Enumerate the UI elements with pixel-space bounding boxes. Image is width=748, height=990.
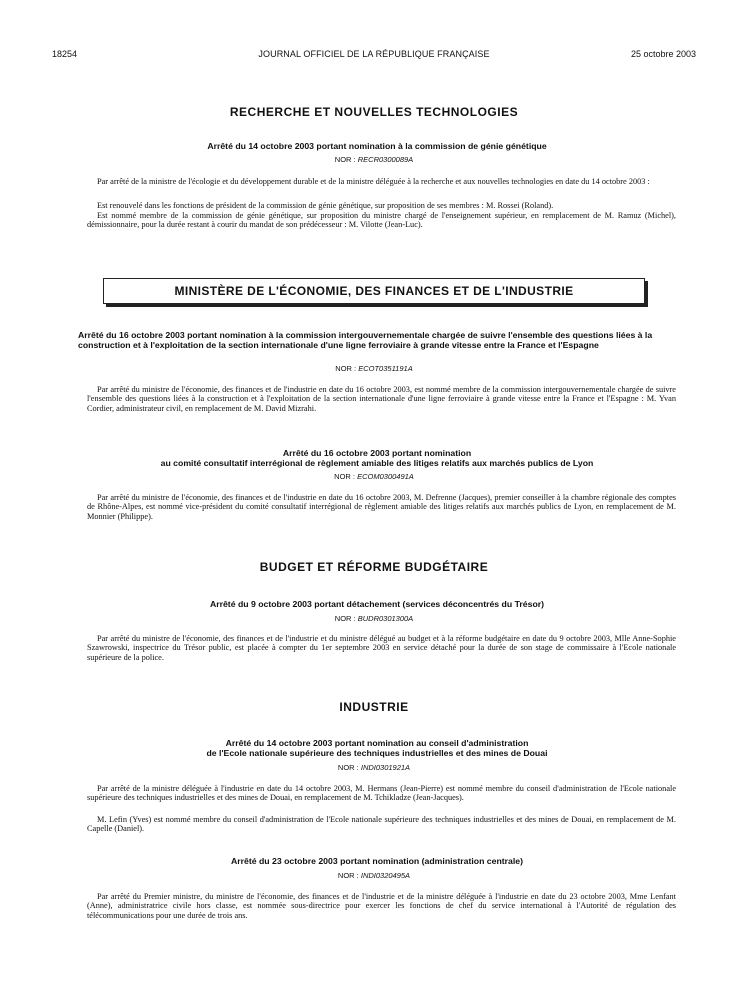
- nor-reference: [0, 871, 748, 880]
- nor-code: INDI0301921A: [360, 763, 411, 772]
- arrete-title-line: Arrêté du 14 octobre 2003 portant nomination au conseil d'administration: [225, 738, 529, 748]
- paragraph: Par arrêté de la ministre de l'écologie et du développement durable et de la ministre déléguée à la recherche et aux nouvelles technologies en date du 14 octobre 2003 :: [97, 177, 650, 186]
- nor-label: NOR :: [334, 155, 356, 164]
- arrete-title-line: de l'Ecole nationale supérieure des techniques industrielles et des mines de Douai: [206, 748, 548, 758]
- arrete-title: Arrêté du 14 octobre 2003 portant nomination à la commission de génie génétique: [207, 141, 547, 151]
- page-number: 18254: [52, 49, 78, 59]
- section-heading-industrie: INDUSTRIE: [339, 700, 409, 714]
- nor-label: NOR :: [337, 871, 359, 880]
- paragraph: M. Lefin (Yves) est nommé membre du conseil d'administration de l'Ecole nationale supérieure des techniques industrielles et des mines de Douai, en remplacement de M. Capelle (Daniel).: [87, 815, 676, 834]
- nor-code: RECR0300089A: [357, 155, 414, 164]
- nor-code: ECOT0351191A: [358, 364, 413, 373]
- paragraph: Par arrêté du ministre de l'économie, des finances et de l'industrie en date du 16 octobre 2003, est nommé membre de la commission intergouvernementale chargée de suivre l'ensemble des questions liées à la construction et à l'exploitation de la section internationale d'une ligne ferroviaire à grande vitesse entre la France et l'Espagne : M. Yvan Cordier, administrateur civil, en remplacement de M. David Mizrahi.: [87, 385, 676, 413]
- nor-code: BUDR0301300A: [357, 614, 414, 623]
- nor-code: ECOM0300491A: [357, 472, 414, 481]
- issue-date: 25 octobre 2003: [630, 49, 696, 59]
- arrete-title-line: au comité consultatif interrégional de règlement amiable des litiges relatifs aux marchés publics de Lyon: [160, 458, 594, 468]
- arrete-title: [78, 738, 676, 758]
- paragraph: Est renouvelé dans les fonctions de président de la commission de génie génétique, sur proposition de ses membres : M. Rossei (Roland).: [97, 201, 554, 210]
- paragraph: Par arrêté du Premier ministre, du ministre de l'économie, des finances et de l'industrie et de la ministre déléguée à l'industrie en date du 23 octobre 2003, Mme Lenfant (Anne), administratrice civile hors classe, est nommée sous-directrice pour exercer les fonctions de chef du service international à l'Autorité de régulation des télécommunications pour une durée de trois ans.: [87, 892, 676, 920]
- nor-label: NOR :: [335, 364, 357, 373]
- nor-reference: [0, 614, 748, 623]
- page-header: [52, 49, 696, 63]
- arrete-title: [78, 448, 676, 468]
- journal-title: JOURNAL OFFICIEL DE LA RÉPUBLIQUE FRANÇAISE: [258, 49, 490, 59]
- nor-label: NOR :: [334, 472, 356, 481]
- paragraph: Est nommé membre de la commission de génie génétique, sur proposition du ministre chargé de l'enseignement supérieur, en remplacement de M. Ramuz (Michel), démissionnaire, pour la durée restant à courir du mandat de son prédécesseur : M. Vilotte (Jean-Luc).: [87, 211, 676, 230]
- section-heading-budget: BUDGET ET RÉFORME BUDGÉTAIRE: [259, 560, 489, 574]
- nor-code: INDI0320495A: [360, 871, 411, 880]
- nor-label: NOR :: [334, 614, 356, 623]
- arrete-title: Arrêté du 9 octobre 2003 portant détachement (services déconcentrés du Trésor): [209, 599, 545, 609]
- arrete-title-line: Arrêté du 16 octobre 2003 portant nomination: [282, 448, 472, 458]
- nor-reference: [0, 763, 748, 772]
- nor-reference: [0, 472, 748, 481]
- paragraph: Par arrêté du ministre de l'économie, des finances et de l'industrie et du ministre délégué au budget et à la réforme budgétaire en date du 9 octobre 2003, Mlle Anne-Sophie Szawrowski, inspectrice du Trésor public, est placée à compter du 1er septembre 2003 en service détaché pour la durée de son stage de commissaire à l'Ecole nationale supérieure de la police.: [87, 634, 676, 662]
- arrete-title: Arrêté du 16 octobre 2003 portant nomination à la commission intergouvernementale chargée de suivre l'ensemble des questions liées à la construction et à l'exploitation de la section internationale d'une ligne ferroviaire à grande vitesse entre la France et l'Espagne: [78, 330, 653, 350]
- nor-reference: [0, 155, 748, 164]
- arrete-title: Arrêté du 23 octobre 2003 portant nomination (administration centrale): [230, 856, 524, 866]
- paragraph: Par arrêté du ministre de l'économie, des finances et de l'industrie en date du 16 octobre 2003, M. Defrenne (Jacques), premier conseiller à la chambre régionale des comptes de Rhône-Alpes, est nommé vice-président du comité consultatif interrégional de règlement amiable des litiges relatifs aux marchés publics de Lyon, en remplacement de M. Monnier (Philippe).: [87, 493, 676, 521]
- nor-reference: [0, 364, 748, 373]
- nor-label: NOR :: [337, 763, 359, 772]
- section-heading-economie: MINISTÈRE DE L'ÉCONOMIE, DES FINANCES ET DE L'INDUSTRIE: [103, 278, 645, 304]
- paragraph: Par arrêté de la ministre déléguée à l'industrie en date du 14 octobre 2003, M. Hermans (Jean-Pierre) est nommé membre du conseil d'administration de l'Ecole nationale supérieure des techniques industrielles et des mines de Douai, en remplacement de M. Tchikladze (Jean-Jacques).: [87, 784, 676, 803]
- section-heading-recherche: RECHERCHE ET NOUVELLES TECHNOLOGIES: [229, 105, 519, 119]
